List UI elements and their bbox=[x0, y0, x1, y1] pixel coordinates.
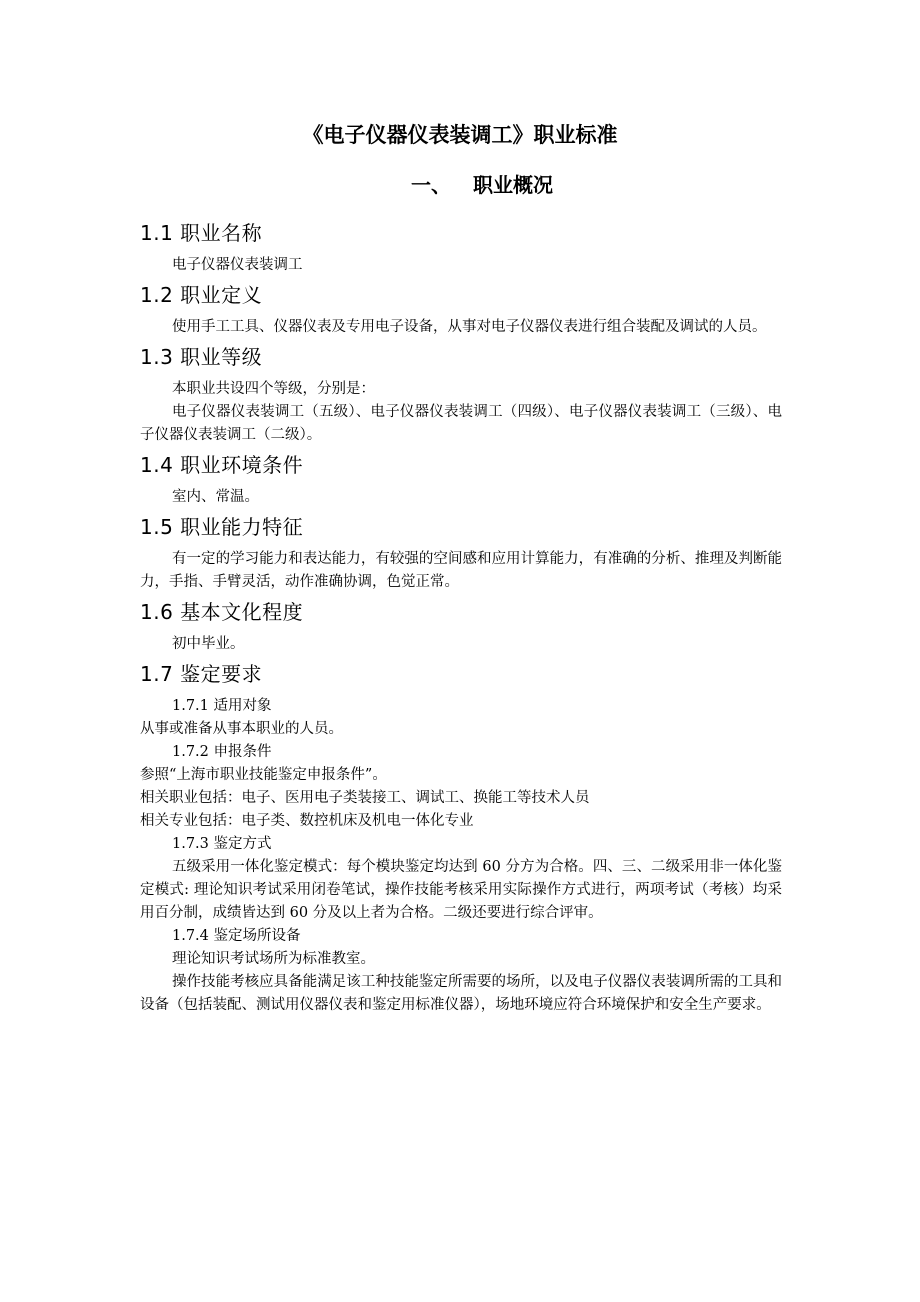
section-1-1 bbox=[140, 215, 782, 277]
paragraph: 操作技能考核应具备能满足该工种技能鉴定所需要的场所，以及电子仪器仪表装调所需的工具和设备（包括装配、测试用仪器仪表和鉴定用标准仪器），场地环境应符合环境保护和安全生产要求。 bbox=[140, 974, 782, 1013]
section-heading: 1.1 职业名称 bbox=[140, 221, 263, 245]
paragraph: 相关专业包括：电子类、数控机床及机电一体化专业 bbox=[140, 813, 474, 829]
subsection-heading: 1.7.4 鉴定场所设备 bbox=[172, 928, 301, 944]
paragraph: 电子仪器仪表装调工（五级）、电子仪器仪表装调工（四级）、电子仪器仪表装调工（三级）、电子仪器仪表装调工（二级）。 bbox=[140, 404, 782, 443]
part-title-text: 职业概况 bbox=[473, 173, 553, 197]
paragraph: 参照“上海市职业技能鉴定申报条件”。 bbox=[140, 767, 387, 783]
document-body bbox=[140, 215, 782, 1017]
paragraph: 有一定的学习能力和表达能力，有较强的空间感和应用计算能力，有准确的分析、推理及判断能力，手指、手臂灵活，动作准确协调，色觉正常。 bbox=[140, 551, 782, 590]
subsection-heading: 1.7.1 适用对象 bbox=[172, 698, 272, 714]
paragraph: 室内、常温。 bbox=[172, 489, 259, 505]
section-1-4 bbox=[140, 447, 782, 509]
subsection-heading: 1.7.3 鉴定方式 bbox=[172, 836, 272, 852]
section-1-6 bbox=[140, 594, 782, 656]
paragraph: 使用手工工具、仪器仪表及专用电子设备，从事对电子仪器仪表进行组合装配及调试的人员。 bbox=[172, 319, 767, 335]
paragraph: 从事或准备从事本职业的人员。 bbox=[140, 721, 343, 737]
section-1-2 bbox=[140, 277, 782, 339]
section-heading: 1.7 鉴定要求 bbox=[140, 662, 263, 686]
section-1-7 bbox=[140, 656, 782, 1017]
paragraph: 五级采用一体化鉴定模式：每个模块鉴定均达到 60 分方为合格。四、三、二级采用非一体化鉴定模式: 理论知识考试采用闭卷笔试，操作技能考核采用实际操作方式进行，两项考试（考核）均采用百分制，成绩皆达到 60 分及以上者为合格。二级还要进行综合评审。 bbox=[140, 859, 782, 921]
section-heading: 1.4 职业环境条件 bbox=[140, 453, 304, 477]
part-title bbox=[0, 170, 920, 200]
section-heading: 1.5 职业能力特征 bbox=[140, 515, 304, 539]
section-1-5 bbox=[140, 509, 782, 594]
paragraph: 相关职业包括：电子、医用电子类装接工、调试工、换能工等技术人员 bbox=[140, 790, 590, 806]
paragraph: 本职业共设四个等级，分别是： bbox=[172, 381, 375, 397]
paragraph: 电子仪器仪表装调工 bbox=[172, 257, 303, 273]
section-heading: 1.2 职业定义 bbox=[140, 283, 263, 307]
subsection-heading: 1.7.2 申报条件 bbox=[172, 744, 272, 760]
section-heading: 1.3 职业等级 bbox=[140, 345, 263, 369]
section-1-3 bbox=[140, 339, 782, 447]
paragraph: 理论知识考试场所为标准教室。 bbox=[172, 951, 375, 967]
section-heading: 1.6 基本文化程度 bbox=[140, 600, 304, 624]
document-title: 《电子仪器仪表装调工》职业标准 bbox=[302, 123, 618, 147]
part-number: 一、 bbox=[411, 173, 451, 197]
paragraph: 初中毕业。 bbox=[172, 636, 245, 652]
